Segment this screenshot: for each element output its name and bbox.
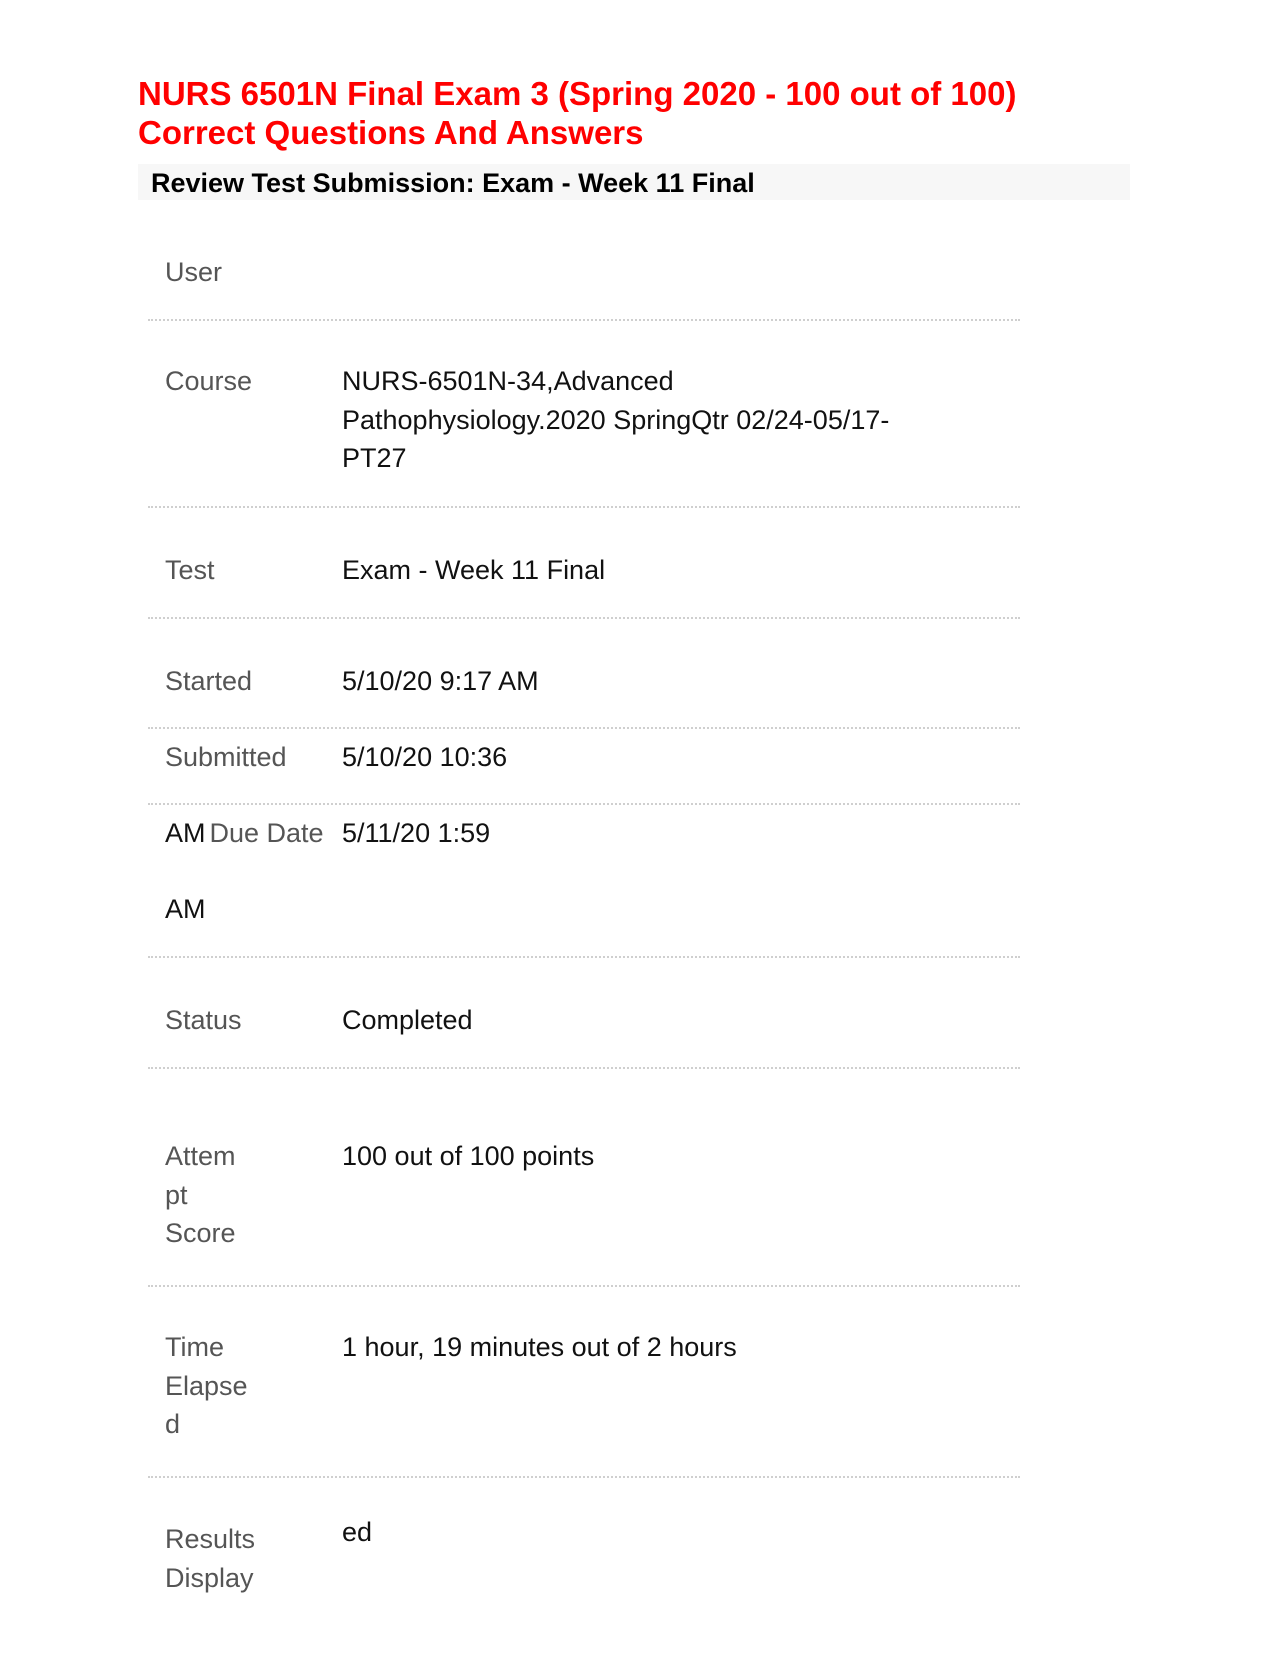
submitted-label: Submitted <box>165 742 287 772</box>
divider <box>148 803 1020 805</box>
time-elapsed-label-line-3: d <box>165 1409 181 1439</box>
started-label: Started <box>165 666 253 696</box>
document-title-line-1: NURS 6501N Final Exam 3 (Spring 2020 - 100 out of 100) <box>138 75 1017 112</box>
due-date-value: 5/11/20 1:59 <box>342 818 491 848</box>
attempt-score-label-line-2: pt <box>165 1179 188 1210</box>
review-submission-heading: Review Test Submission: Exam - Week 11 Final <box>151 168 755 198</box>
time-elapsed-label <box>165 1328 248 1444</box>
attempt-score-label <box>165 1137 236 1253</box>
course-value-line-2: Pathophysiology.2020 SpringQtr 02/24-05/17- <box>342 404 890 435</box>
divider <box>148 319 1020 321</box>
divider <box>148 506 1020 508</box>
submitted-value: 5/10/20 10:36 <box>342 742 508 772</box>
divider <box>148 1067 1020 1069</box>
course-value-line-3: PT27 <box>342 443 407 473</box>
divider <box>148 1285 1020 1287</box>
status-value: Completed <box>342 1005 473 1035</box>
divider <box>148 1476 1020 1478</box>
divider <box>148 956 1020 958</box>
attempt-score-label-line-3: Score <box>165 1218 236 1248</box>
test-value: Exam - Week 11 Final <box>342 555 606 585</box>
divider <box>148 617 1020 619</box>
test-label: Test <box>165 555 215 585</box>
course-value <box>342 362 889 478</box>
divider <box>148 727 1020 729</box>
time-elapsed-label-line-2: Elapse <box>165 1370 248 1401</box>
course-value-line-1: NURS-6501N-34,Advanced <box>342 366 674 396</box>
attempt-score-value: 100 out of 100 points <box>342 1141 595 1171</box>
document-title <box>138 74 1138 152</box>
course-label: Course <box>165 366 253 396</box>
submitted-value-overflow: AM <box>165 818 206 848</box>
started-value: 5/10/20 9:17 AM <box>342 666 539 696</box>
status-label: Status <box>165 1005 242 1035</box>
results-displayed-label-line-1: Results <box>165 1524 256 1554</box>
user-label: User <box>165 257 223 287</box>
results-displayed-label <box>165 1520 255 1597</box>
due-date-label: Due Date <box>209 818 324 848</box>
time-elapsed-label-line-1: Time <box>165 1332 224 1362</box>
time-elapsed-value: 1 hour, 19 minutes out of 2 hours <box>342 1332 737 1362</box>
document-title-line-2: Correct Questions And Answers <box>138 114 644 151</box>
results-displayed-value: ed <box>342 1517 373 1547</box>
due-date-value-overflow: AM <box>165 894 206 924</box>
due-date-label-row <box>165 814 324 853</box>
attempt-score-label-line-1: Attem <box>165 1141 236 1171</box>
results-displayed-label-line-2: Display <box>165 1562 254 1593</box>
